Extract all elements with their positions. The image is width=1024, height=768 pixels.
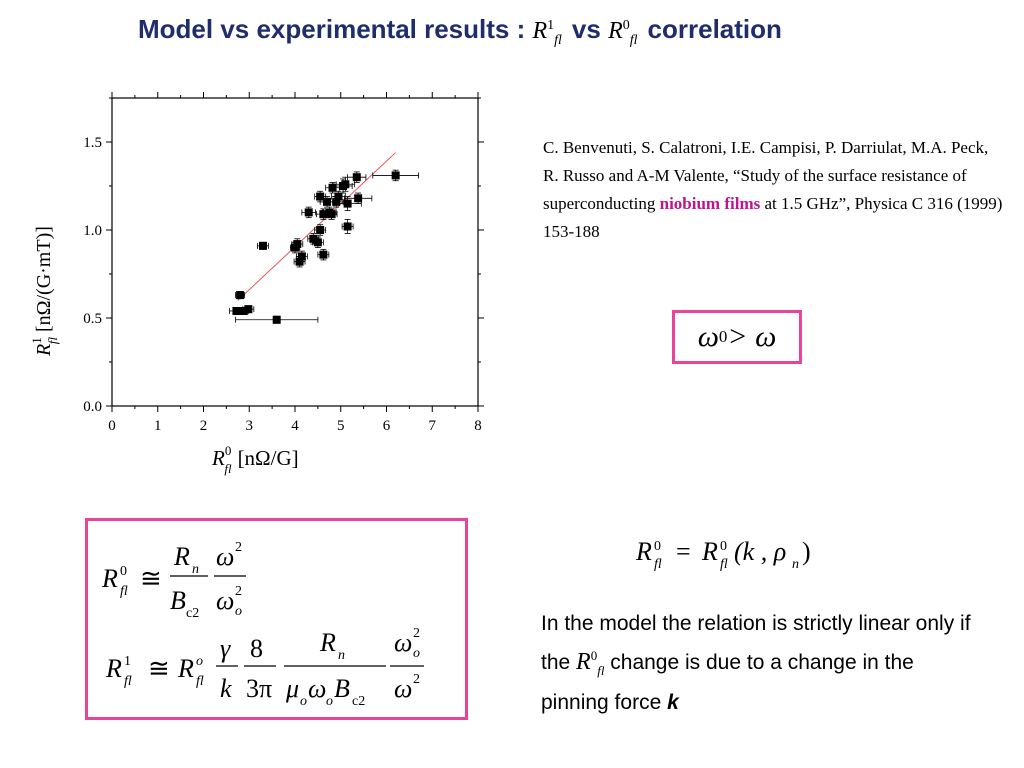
data-point bbox=[336, 177, 354, 191]
svg-text:o: o bbox=[326, 694, 333, 709]
svg-text:B: B bbox=[334, 674, 350, 703]
omega0-symbol: ω bbox=[697, 320, 719, 353]
svg-text:c2: c2 bbox=[186, 606, 200, 621]
svg-text:≅: ≅ bbox=[148, 654, 170, 683]
svg-text:n: n bbox=[192, 562, 199, 577]
data-point bbox=[373, 170, 419, 181]
svg-text:ω: ω bbox=[394, 674, 413, 703]
point-marker bbox=[316, 226, 324, 234]
data-point bbox=[243, 305, 254, 313]
approx-sign: ≅ bbox=[140, 564, 162, 593]
note-symbol-r0: $R^0_{fl}$ bbox=[576, 648, 605, 678]
data-point bbox=[236, 316, 318, 324]
data-point bbox=[318, 249, 329, 260]
point-marker bbox=[334, 193, 342, 201]
point-marker bbox=[344, 200, 352, 208]
svg-text:0: 0 bbox=[654, 539, 661, 554]
omega-relation: > ω bbox=[727, 320, 777, 353]
point-marker bbox=[319, 251, 327, 259]
title-text: Model vs experimental results : bbox=[138, 14, 533, 44]
svg-text:fl: fl bbox=[120, 584, 128, 599]
svg-text:0: 0 bbox=[720, 539, 727, 554]
x-tick-label: 5 bbox=[337, 418, 345, 434]
y-tick-label: 1.0 bbox=[83, 223, 102, 239]
point-marker bbox=[298, 252, 306, 260]
omega-sq: ω bbox=[216, 542, 235, 571]
svg-text:1: 1 bbox=[124, 654, 131, 669]
data-point bbox=[302, 207, 316, 218]
r0-lhs: R bbox=[102, 564, 118, 593]
r1-lhs: R bbox=[106, 654, 122, 683]
x-tick-label: 2 bbox=[199, 418, 208, 434]
point-marker bbox=[328, 210, 336, 218]
reference-highlight: niobium films bbox=[659, 194, 761, 213]
svg-text:(k , ρ: (k , ρ bbox=[734, 537, 787, 566]
x-tick-label: 3 bbox=[245, 418, 253, 434]
k-symbol: k bbox=[220, 674, 232, 703]
svg-text:fl: fl bbox=[720, 557, 728, 572]
point-marker bbox=[314, 238, 322, 246]
point-marker bbox=[236, 291, 244, 299]
svg-text:2: 2 bbox=[413, 626, 420, 641]
omega-condition-box: ω 0 > ω bbox=[672, 310, 802, 364]
svg-text:2: 2 bbox=[413, 672, 420, 687]
svg-text:n: n bbox=[338, 648, 345, 663]
x-tick-label: 8 bbox=[474, 418, 482, 434]
svg-text:fl: fl bbox=[196, 674, 204, 689]
svg-text:fl: fl bbox=[654, 557, 662, 572]
rn-numerator-2: R bbox=[320, 628, 336, 657]
y-axis-label-text: $R^1fl[n\Omega/(G\cdot mT)]$ bbox=[29, 226, 60, 356]
svg-text:R: R bbox=[636, 537, 652, 566]
point-marker bbox=[305, 208, 313, 216]
svg-text:o: o bbox=[235, 604, 242, 619]
svg-text:o: o bbox=[300, 694, 307, 709]
chart-axes bbox=[83, 92, 484, 434]
pinning-force-k: k bbox=[667, 690, 679, 714]
svg-text:o: o bbox=[196, 654, 203, 669]
data-point bbox=[348, 172, 366, 183]
svg-text:): ) bbox=[802, 537, 811, 566]
data-points bbox=[230, 170, 419, 324]
formula-svg bbox=[88, 521, 465, 717]
formula-box bbox=[85, 518, 468, 720]
reference-text: C. Benvenuti, S. Calatroni, I.E. Campisi, P. Darriulat, M.A. Peck, R. Russo and A-M Valente, “Study of the surface resistance of superconducting bbox=[543, 138, 989, 213]
rn-numerator: R bbox=[174, 542, 190, 571]
data-point bbox=[257, 242, 268, 250]
point-marker bbox=[259, 242, 267, 250]
rfl-o: R bbox=[178, 654, 194, 683]
data-point bbox=[315, 225, 326, 236]
point-marker bbox=[354, 194, 362, 202]
reference-text-end: at 1.5 GHz”, Physica C 316 (1999) 153-188 bbox=[543, 194, 1003, 241]
y-axis-label bbox=[29, 226, 60, 357]
svg-text:2: 2 bbox=[235, 584, 242, 599]
point-marker bbox=[273, 316, 281, 324]
data-point bbox=[292, 239, 303, 250]
svg-text:fl: fl bbox=[124, 674, 132, 689]
title-symbol-r0: $R^0_{fl}$ bbox=[608, 18, 638, 48]
x-tick-label: 1 bbox=[154, 418, 162, 434]
data-point bbox=[236, 291, 245, 299]
x-tick-label: 6 bbox=[382, 418, 391, 434]
point-marker bbox=[341, 180, 349, 188]
y-tick-label: 1.5 bbox=[83, 135, 102, 151]
svg-text:ω: ω bbox=[308, 674, 327, 703]
x-tick-label: 0 bbox=[108, 418, 116, 434]
x-tick-label: 4 bbox=[291, 418, 299, 434]
omega-o-sq: ω bbox=[216, 586, 235, 615]
point-marker bbox=[329, 184, 337, 192]
gamma-symbol: γ bbox=[220, 634, 231, 663]
title-vs: vs bbox=[571, 14, 601, 44]
svg-text:=: = bbox=[676, 537, 691, 566]
point-marker bbox=[293, 240, 301, 248]
y-tick-label: 0.5 bbox=[83, 311, 102, 327]
model-note: In the model the relation is strictly linear only if the $R^0_{fl}$ change is due to a change in the pinning force k bbox=[541, 612, 971, 714]
svg-text:n: n bbox=[792, 557, 799, 572]
data-point bbox=[296, 251, 307, 262]
svg-text:0: 0 bbox=[120, 564, 127, 579]
x-tick-label: 7 bbox=[428, 418, 436, 434]
x-axis-label: $R^0$ fl [nΩ/G] bbox=[212, 443, 299, 476]
omega-o-sq-2: ω bbox=[394, 628, 413, 657]
svg-text:8: 8 bbox=[250, 634, 263, 663]
data-point bbox=[342, 219, 353, 233]
svg-text:3π: 3π bbox=[246, 674, 273, 703]
svg-text:c2: c2 bbox=[352, 694, 366, 709]
title-symbol-r1: $R^1_{fl}$ bbox=[532, 18, 562, 48]
point-marker bbox=[353, 173, 361, 181]
model-equation bbox=[630, 530, 830, 580]
bc2-denominator: B bbox=[170, 586, 186, 615]
y-tick-label: 0.0 bbox=[83, 399, 102, 415]
svg-text:2: 2 bbox=[235, 540, 242, 555]
point-marker bbox=[344, 222, 352, 230]
point-marker bbox=[244, 305, 252, 313]
svg-text:o: o bbox=[413, 646, 420, 661]
data-point bbox=[326, 209, 337, 220]
reference-citation bbox=[543, 134, 1003, 246]
point-marker bbox=[392, 171, 400, 179]
svg-text:R: R bbox=[702, 537, 718, 566]
title-tail: correlation bbox=[647, 14, 782, 44]
mu-symbol: μ bbox=[286, 674, 300, 703]
data-point bbox=[312, 237, 323, 248]
